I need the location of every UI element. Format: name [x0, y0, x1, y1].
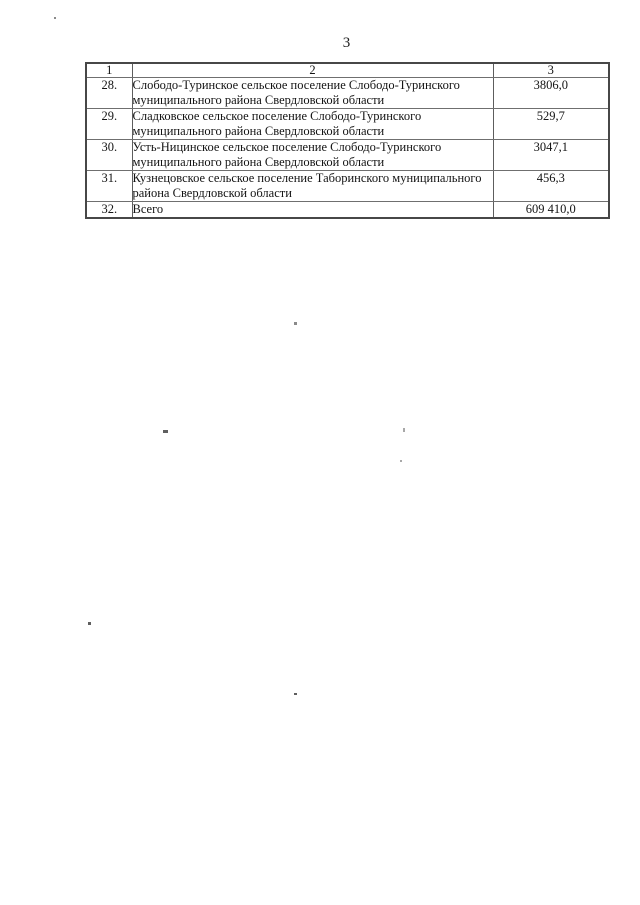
column-header-1: 1	[86, 63, 132, 78]
scan-speckle	[88, 622, 91, 625]
scan-speckle	[294, 322, 297, 325]
total-label-cell: Всего	[132, 202, 493, 219]
amount-cell: 3806,0	[493, 78, 609, 109]
settlement-name-cell: Слободо-Туринское сельское поселение Слободо-Туринского муниципального района Свердловской области	[132, 78, 493, 109]
column-header-2: 2	[132, 63, 493, 78]
amount-cell: 456,3	[493, 171, 609, 202]
table-row	[86, 109, 609, 140]
table-row	[86, 140, 609, 171]
scan-speckle	[400, 460, 402, 462]
row-number-cell: 32.	[86, 202, 132, 219]
scan-speckle	[403, 428, 405, 432]
settlement-name-cell: Усть-Ницинское сельское поселение Слободо-Туринского муниципального района Свердловской области	[132, 140, 493, 171]
total-amount-cell: 609 410,0	[493, 202, 609, 219]
column-header-3: 3	[493, 63, 609, 78]
settlements-table	[85, 62, 610, 219]
table-total-row	[86, 202, 609, 219]
page-number: 3	[342, 35, 351, 51]
row-number-cell: 29.	[86, 109, 132, 140]
table-row	[86, 78, 609, 109]
scan-speckle	[294, 693, 297, 695]
table-row	[86, 171, 609, 202]
settlement-name-cell: Сладковское сельское поселение Слободо-Туринского муниципального района Свердловской области	[132, 109, 493, 140]
amount-cell: 529,7	[493, 109, 609, 140]
scan-speckle	[163, 430, 168, 433]
settlement-name-cell: Кузнецовское сельское поселение Таборинского муниципального района Свердловской области	[132, 171, 493, 202]
scan-speckle	[54, 17, 56, 19]
row-number-cell: 28.	[86, 78, 132, 109]
row-number-cell: 30.	[86, 140, 132, 171]
table-header-row	[86, 63, 609, 78]
amount-cell: 3047,1	[493, 140, 609, 171]
row-number-cell: 31.	[86, 171, 132, 202]
